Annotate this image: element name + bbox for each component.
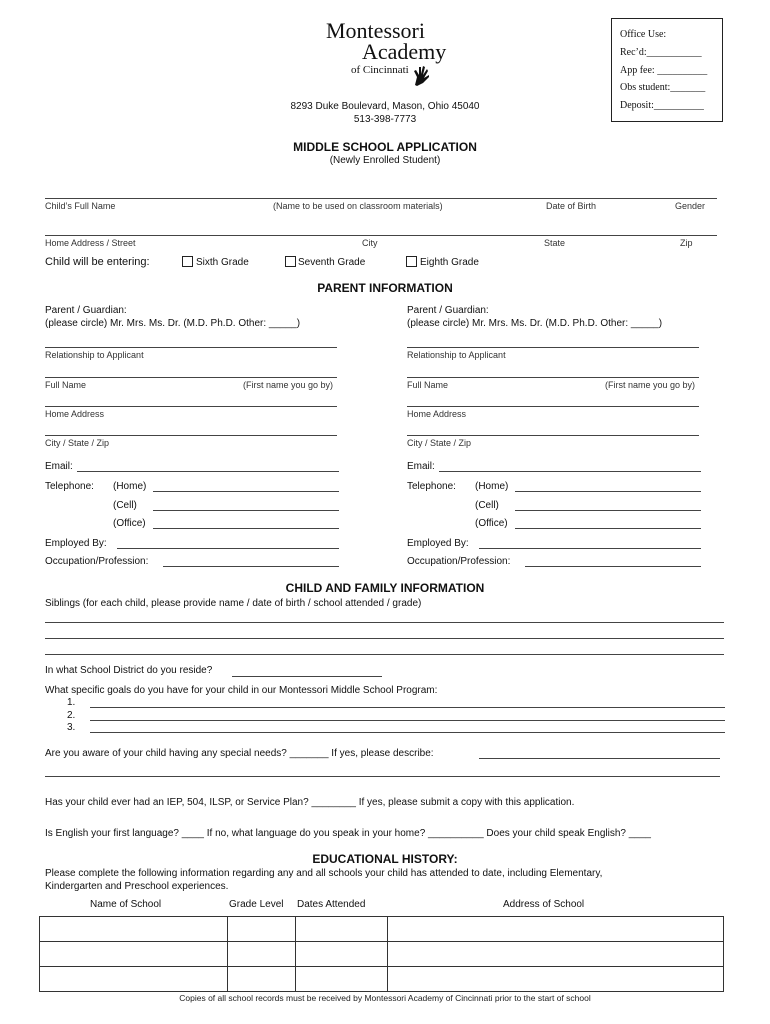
class-name-label: (Name to be used on classroom materials)	[273, 201, 443, 211]
logo-line3: of Cincinnati	[351, 64, 409, 76]
siblings-label: Siblings (for each child, please provide name / date of birth / school attended / grade)	[45, 598, 422, 609]
goal-field-2[interactable]	[90, 720, 725, 721]
dates-attended-cell[interactable]	[296, 942, 388, 967]
table-row	[40, 967, 724, 992]
district-field[interactable]	[232, 676, 382, 677]
sixth-grade-checkbox[interactable]	[182, 256, 193, 267]
goal-number-3: 3.	[67, 722, 76, 733]
gender-label: Gender	[675, 201, 706, 211]
relationship-label: Relationship to Applicant	[45, 350, 144, 360]
table-row	[40, 942, 724, 967]
telephone-label: Telephone:	[407, 481, 456, 492]
dob-label: Date of Birth	[546, 201, 597, 211]
email-label: Email:	[407, 461, 435, 472]
sixth-grade-label: Sixth Grade	[196, 257, 249, 268]
special-needs-field[interactable]	[479, 758, 720, 759]
form-title: MIDDLE SCHOOL APPLICATION	[293, 140, 477, 154]
home-phone-label: (Home)	[113, 481, 147, 492]
col-name-of-school: Name of School	[90, 899, 162, 910]
city-state-line[interactable]	[45, 435, 337, 436]
state-label: State	[544, 238, 566, 248]
grade-level-cell[interactable]	[228, 917, 296, 942]
school-name-cell[interactable]	[40, 942, 228, 967]
school-address-cell[interactable]	[388, 942, 724, 967]
edu-intro-2: Kindergarten and Preschool experiences.	[45, 881, 229, 892]
city-label: City	[362, 238, 378, 248]
child-name-line[interactable]	[45, 198, 717, 199]
goal-field-3[interactable]	[90, 732, 725, 733]
office-deposit: Deposit:__________	[620, 100, 704, 111]
form-subtitle: (Newly Enrolled Student)	[329, 155, 441, 166]
title-circle[interactable]: (please circle) Mr. Mrs. Ms. Dr. (M.D. Ph.D. Other: _____)	[45, 318, 301, 329]
family-header: CHILD AND FAMILY INFORMATION	[285, 581, 485, 595]
occupation-field[interactable]	[163, 566, 339, 567]
occupation-label: Occupation/Profession:	[407, 556, 511, 567]
eighth-grade-label: Eighth Grade	[420, 257, 479, 268]
entering-label: Child will be entering:	[45, 256, 150, 268]
school-address: 8293 Duke Boulevard, Mason, Ohio 45040	[290, 101, 480, 112]
edu-header: EDUCATIONAL HISTORY:	[312, 852, 458, 866]
telephone-label: Telephone:	[45, 481, 94, 492]
office-phone-field[interactable]	[153, 528, 339, 529]
logo-line1: Montessori	[326, 18, 425, 43]
occupation-label: Occupation/Profession:	[45, 556, 149, 567]
grade-level-cell[interactable]	[228, 967, 296, 992]
seventh-grade-checkbox[interactable]	[285, 256, 296, 267]
footer-note: Copies of all school records must be received by Montessori Academy of Cincinnati prior to the start of school	[179, 993, 591, 1003]
education-table	[39, 916, 724, 992]
home-phone-field[interactable]	[153, 491, 339, 492]
school-name-cell[interactable]	[40, 917, 228, 942]
cell-phone-label: (Cell)	[475, 500, 499, 511]
employed-label: Employed By:	[45, 538, 107, 549]
iep-label: Has your child ever had an IEP, 504, ILSP, or Service Plan? ________ If yes, please submit a copy with this application.	[45, 797, 575, 808]
full-name-label: Full Name	[407, 380, 449, 390]
siblings-line-3[interactable]	[45, 654, 724, 655]
home-phone-field[interactable]	[515, 491, 701, 492]
grade-level-cell[interactable]	[228, 942, 296, 967]
eighth-grade-checkbox[interactable]	[406, 256, 417, 267]
dates-attended-cell[interactable]	[296, 967, 388, 992]
school-phone: 513-398-7773	[353, 114, 417, 125]
zip-label: Zip	[680, 238, 693, 248]
school-address-cell[interactable]	[388, 917, 724, 942]
school-name-cell[interactable]	[40, 967, 228, 992]
email-label: Email:	[45, 461, 73, 472]
parent-header: PARENT INFORMATION	[317, 281, 453, 295]
table-row	[40, 917, 724, 942]
home-address-label: Home Address / Street	[45, 238, 136, 248]
home-address-label: Home Address	[45, 409, 105, 419]
relationship-label: Relationship to Applicant	[407, 350, 506, 360]
col-dates-attended: Dates Attended	[297, 899, 366, 910]
home-address-line[interactable]	[45, 235, 717, 236]
city-state-line[interactable]	[407, 435, 699, 436]
hand-icon	[411, 65, 431, 87]
col-address-of-school: Address of School	[503, 899, 585, 910]
special-needs-line-2[interactable]	[45, 776, 720, 777]
employed-field[interactable]	[117, 548, 339, 549]
full-name-label: Full Name	[45, 380, 87, 390]
office-recd: Rec’d:___________	[620, 47, 702, 58]
home-address-line[interactable]	[45, 406, 337, 407]
dates-attended-cell[interactable]	[296, 917, 388, 942]
school-address-cell[interactable]	[388, 967, 724, 992]
city-state-label: City / State / Zip	[407, 438, 472, 448]
guardian-label: Parent / Guardian:	[45, 305, 127, 316]
relationship-line[interactable]	[45, 347, 337, 348]
office-title: Office Use:	[620, 29, 667, 40]
office-phone-field[interactable]	[515, 528, 701, 529]
home-address-label: Home Address	[407, 409, 467, 419]
city-state-label: City / State / Zip	[45, 438, 110, 448]
full-name-line[interactable]	[407, 377, 699, 378]
first-name-label: (First name you go by)	[243, 380, 334, 390]
english-label: Is English your first language? ____ If no, what language do you speak in your home? __________ Does your child speak English? ____	[45, 828, 651, 839]
relationship-line[interactable]	[407, 347, 699, 348]
siblings-line-1[interactable]	[45, 622, 724, 623]
special-needs-label: Are you aware of your child having any special needs? _______ If yes, please describe:	[45, 748, 434, 759]
cell-phone-label: (Cell)	[113, 500, 137, 511]
cell-phone-field[interactable]	[153, 510, 339, 511]
edu-intro-1: Please complete the following information regarding any and all schools your child has attended to date, including Elementary,	[45, 868, 603, 879]
col-grade-level: Grade Level	[229, 899, 284, 910]
goal-number-2: 2.	[67, 710, 76, 721]
email-field[interactable]	[439, 471, 701, 472]
occupation-field[interactable]	[525, 566, 701, 567]
goal-field-1[interactable]	[90, 707, 725, 708]
office-obs: Obs student:_______	[620, 82, 706, 93]
office-phone-label: (Office)	[113, 518, 146, 529]
seventh-grade-label: Seventh Grade	[298, 257, 366, 268]
home-address-line[interactable]	[407, 406, 699, 407]
logo-line2: Academy	[362, 39, 447, 64]
guardian-label: Parent / Guardian:	[407, 305, 489, 316]
office-phone-label: (Office)	[475, 518, 508, 529]
title-circle[interactable]: (please circle) Mr. Mrs. Ms. Dr. (M.D. Ph.D. Other: _____)	[407, 318, 663, 329]
employed-field[interactable]	[479, 548, 701, 549]
goal-number-1: 1.	[67, 697, 76, 708]
first-name-label: (First name you go by)	[605, 380, 696, 390]
employed-label: Employed By:	[407, 538, 469, 549]
full-name-line[interactable]	[45, 377, 337, 378]
cell-phone-field[interactable]	[515, 510, 701, 511]
home-phone-label: (Home)	[475, 481, 509, 492]
email-field[interactable]	[77, 471, 339, 472]
district-label: In what School District do you reside?	[45, 665, 213, 676]
siblings-line-2[interactable]	[45, 638, 724, 639]
office-fee: App fee: __________	[620, 65, 708, 76]
child-name-label: Child’s Full Name	[45, 201, 116, 211]
goals-label: What specific goals do you have for your child in our Montessori Middle School Program:	[45, 685, 438, 696]
